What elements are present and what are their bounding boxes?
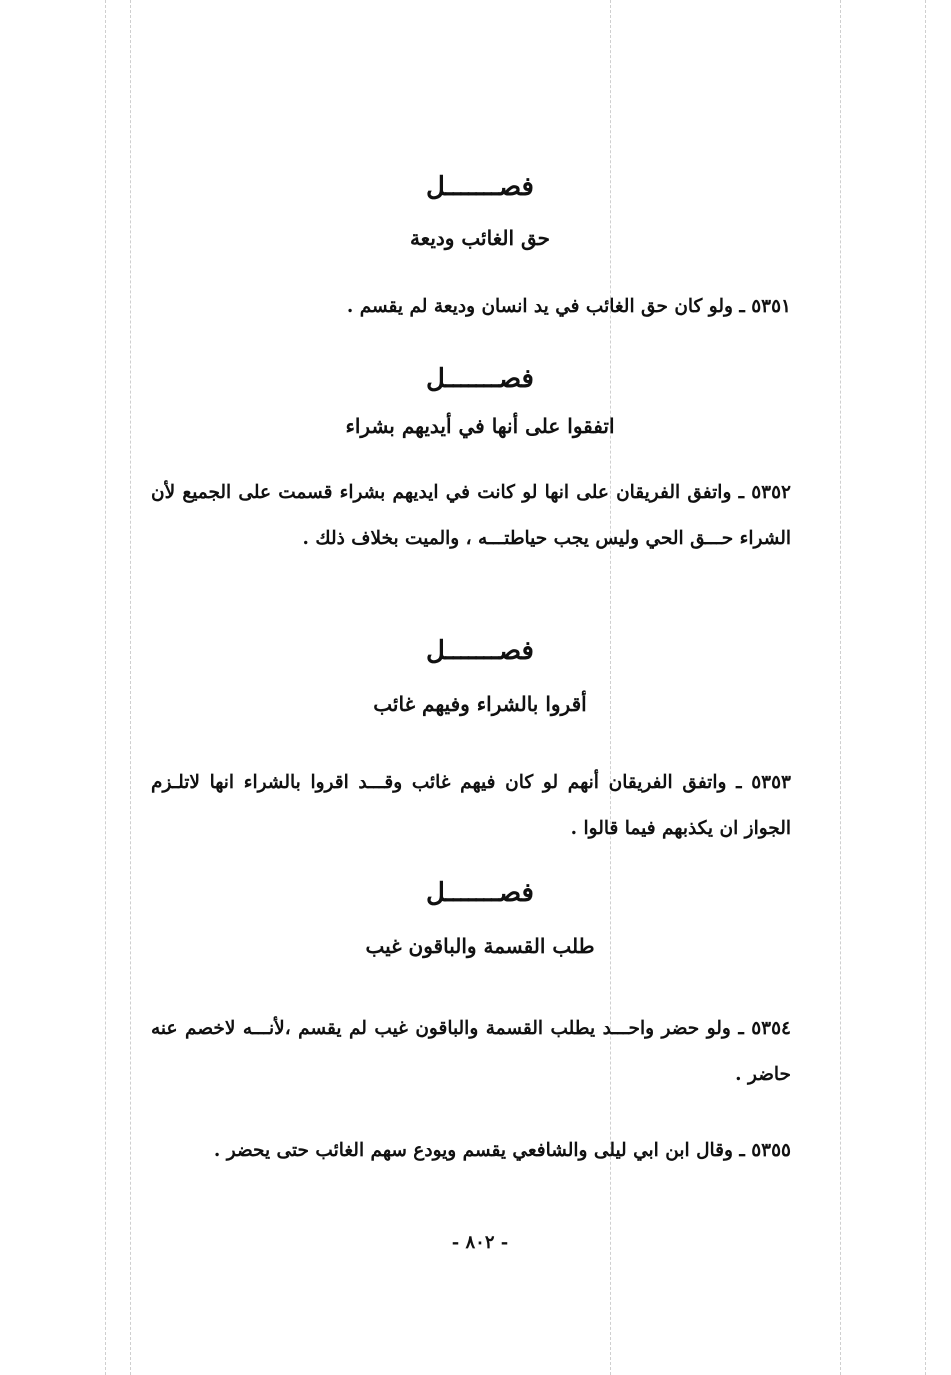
paragraph [151,1006,791,1098]
paragraph-number: ٥٣٥٤ [751,1018,791,1039]
paragraph [151,1128,791,1174]
section-heading-text: فصـــــــل [426,636,534,666]
paragraph-text: ـ ولو حضر واحـــد يطلب القسمة والباقون غيب لم يقسم ،لأنـــه لاخصم عنه حاضر . [151,1018,791,1085]
paragraph-number: ٥٣٥٥ [751,1140,791,1161]
paragraph-number: ٥٣٥١ [751,296,791,317]
section-heading [300,172,660,202]
section-heading-text: فصـــــــل [426,878,534,908]
paragraph-text: ـ واتفق الفريقان أنهم لو كان فيهم غائب وقـــد اقروا بالشراء انها لاتلـزم الجواز ان يكذبهم فيما قالوا . [151,772,791,839]
paragraph [151,470,791,562]
section-heading [300,364,660,394]
paragraph-text: ـ واتفق الفريقان على انها لو كانت في ايديهم بشراء قسمت على الجميع لأن الشراء حـــق الحي وليس يجب حياطتـــه ، والميت بخلاف ذلك . [151,482,791,549]
section-title: اتفقوا على أنها في أيديهم بشراء [345,414,615,438]
page-number: - ٨٠٢ - [451,1232,509,1253]
section-title: طلب القسمة والباقون غيب [365,934,595,958]
section-title: أقروا بالشراء وفيهم غائب [373,692,587,716]
paragraph [151,760,791,852]
paragraph [151,284,791,330]
section-heading [300,878,660,908]
paragraph-text: ـ ولو كان حق الغائب في يد انسان وديعة لم يقسم . [346,296,745,317]
paragraph-text: ـ وقال ابن ابي ليلى والشافعي يقسم ويودع سهم الغائب حتى يحضر . [213,1140,745,1161]
section-heading-text: فصـــــــل [426,364,534,394]
paragraph-number: ٥٣٥٢ [751,482,791,503]
section-title: حق الغائب وديعة [409,226,551,250]
section-heading [300,636,660,666]
section-heading-text: فصـــــــل [426,172,534,202]
paragraph-number: ٥٣٥٣ [751,772,791,793]
